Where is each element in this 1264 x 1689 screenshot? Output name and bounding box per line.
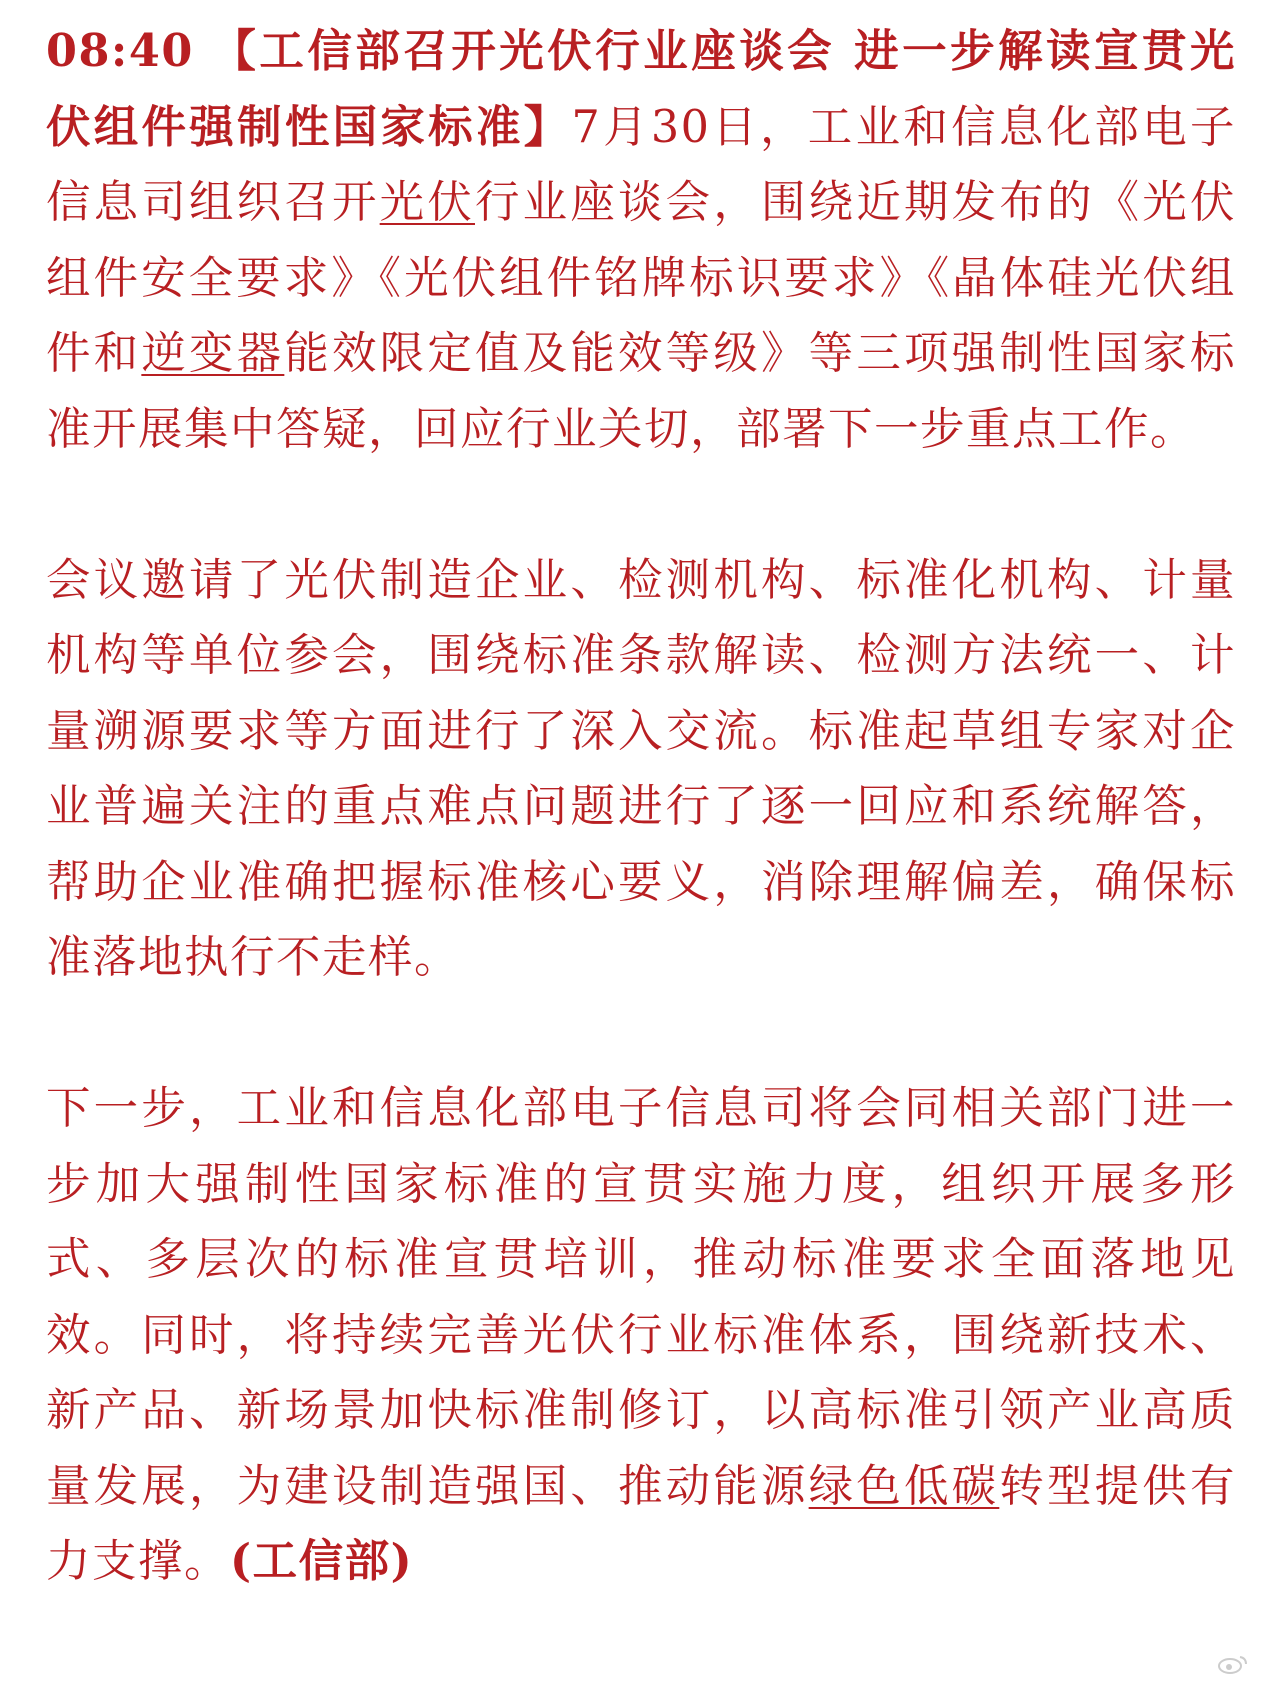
- paragraph-1-text-a: 7月30日，工业和信息化部电子信息司组织召开: [46, 101, 1236, 228]
- paragraph-2: [46, 543, 1236, 996]
- paragraph-1-text-b: 行业座谈会，围绕近期发布的《光伏组件安全要求》《光伏组件铭牌标识要求》《晶体硅光伏组件和: [46, 177, 1236, 379]
- paragraph-3-text-a: 下一步，工业和信息化部电子信息司将会同相关部门进一步加大强制性国家标准的宣贯实施力度，组织开展多形式、多层次的标准宣贯培训，推动标准要求全面落地见效。同时，将持续完善光伏行业标准体系，围绕新技术、新产品、新场景加快标准制修订，以高标准引领产业高质量发展，为建设制造强国、推动能源: [46, 1083, 1236, 1512]
- paragraph-3-text-b: 转型提供有力支撑。: [46, 1460, 1236, 1587]
- news-headline: 【工信部召开光伏行业座谈会 进一步解读宣贯光伏组件强制性国家标准】: [46, 25, 1236, 153]
- weibo-watermark-icon: [1216, 1653, 1250, 1675]
- paragraph-3: [46, 1071, 1236, 1600]
- paragraph-1-text-c: 能效限定值及能效等级》等三项强制性国家标准开展集中答疑，回应行业关切，部署下一步重点工作。: [46, 328, 1236, 455]
- link-green-low-carbon[interactable]: 绿色低碳: [808, 1460, 1000, 1512]
- news-time: 08:40: [46, 25, 194, 77]
- paragraph-1: [46, 14, 1236, 467]
- link-photovoltaic[interactable]: 光伏: [379, 177, 475, 228]
- news-source: (工信部): [230, 1535, 414, 1587]
- link-inverter[interactable]: 逆变器: [141, 328, 285, 379]
- paragraph-2-text: 会议邀请了光伏制造企业、检测机构、标准化机构、计量机构等单位参会，围绕标准条款解读、检测方法统一、计量溯源要求等方面进行了深入交流。标准起草组专家对企业普遍关注的重点难点问题进行了逐一回应和系统解答，帮助企业准确把握标准核心要义，消除理解偏差，确保标准落地执行不走样。: [46, 554, 1236, 983]
- news-article: [46, 14, 1236, 1600]
